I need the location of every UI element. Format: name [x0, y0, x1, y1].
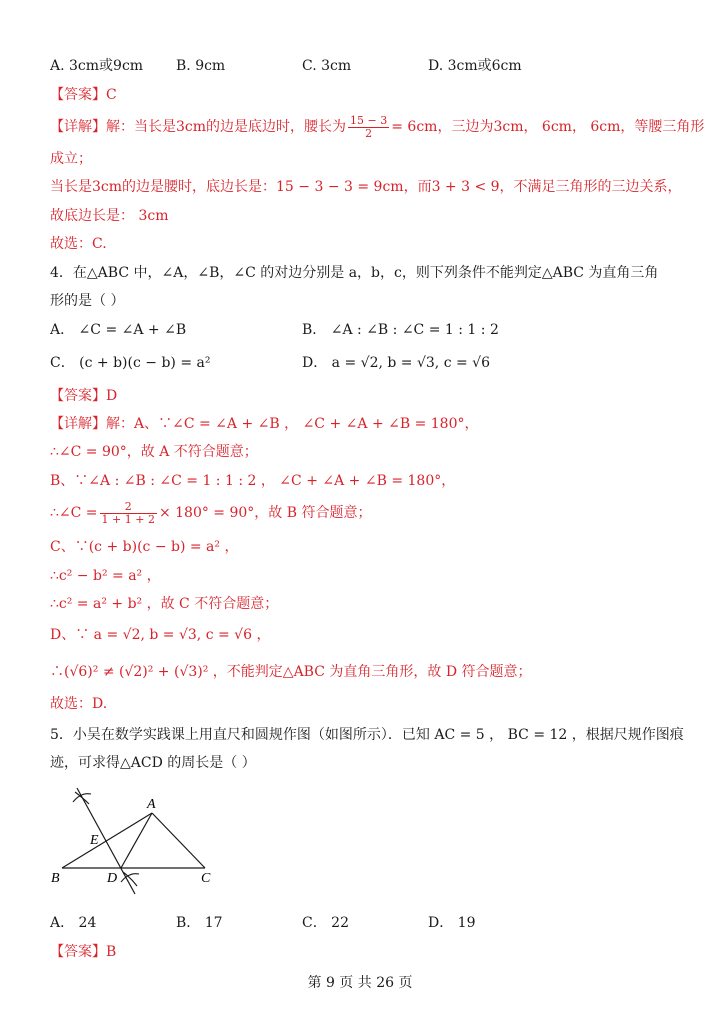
q5-answer: 【答案】B [50, 944, 117, 960]
q4-detail-line-8: D、∵ a = √2, b = √3, c = √6 ， [50, 627, 271, 643]
segment-ac [152, 813, 205, 868]
segment-ab [62, 813, 152, 868]
q4-fraction-denominator: 1 + 1 + 2 [101, 512, 155, 526]
q4-fraction-numerator: 2 [100, 501, 157, 514]
label-a: A [147, 797, 156, 812]
q5-stem-line-2: 迹，可求得△ACD 的周长是（ ） [50, 755, 256, 771]
label-b: B [51, 871, 60, 886]
q3-detail-text-a: 【详解】解：当长是3cm的边是底边时，腰长为 [50, 119, 347, 135]
label-e: E [90, 833, 99, 848]
q3-detail-line-3: 当长是3cm的边是腰时，底边长是：15 − 3 − 3 = 9cm，而3 + 3 < 9，不满足三角形的三边关系， [50, 179, 682, 195]
q3-detail-line-4: 故底边长是： 3cm [50, 208, 169, 224]
q4-answer: 【答案】D [50, 388, 118, 404]
q4-detail-line-9: ∴(√6)² ≠ (√2)² + (√3)² ，不能判定△ABC 为直角三角形，故 D 符合题意； [50, 664, 532, 680]
q4-option-a: A． ∠C = ∠A + ∠B [50, 322, 187, 338]
q5-option-d: D． 19 [428, 915, 476, 931]
q4-detail-line-2: ∴∠C = 90°，故 A 不符合题意； [50, 444, 258, 460]
q5-figure [45, 782, 225, 902]
q3-option-c: C. 3cm [302, 58, 352, 74]
q4-stem-line-1: 4．在△ABC 中，∠A，∠B，∠C 的对边分别是 a，b，c，则下列条件不能判定△ABC 为直角三角 [50, 265, 659, 281]
q4-detail-line-5: C、∵(c + b)(c − b) = a² ， [50, 539, 239, 555]
q3-answer: 【答案】C [50, 87, 117, 103]
q4-fraction [100, 501, 157, 526]
q5-option-b: B． 17 [176, 915, 223, 931]
q4-choice: 故选：D. [50, 696, 108, 712]
q4-detail-line-4 [50, 498, 372, 528]
q4-option-b: B． ∠A : ∠B : ∠C = 1 : 1 : 2 [302, 322, 499, 338]
q4-option-d: D． a = √2, b = √3, c = √6 [302, 355, 491, 371]
q4-stem-line-2: 形的是（ ） [50, 293, 125, 309]
q3-detail-line-2: 成立； [50, 151, 92, 167]
q4-detail-line-6: ∴c² − b² = a² ， [50, 568, 161, 584]
page-footer: 第 9 页 共 26 页 [307, 975, 413, 991]
q3-detail-text-b: = 6cm，三边为3cm， 6cm， 6cm，等腰三角形 [391, 119, 705, 135]
q4-detail-text-b: × 180° = 90°，故 B 符合题意； [158, 505, 372, 521]
label-c: C [201, 871, 211, 886]
q3-fraction [348, 115, 389, 140]
q3-option-d: D. 3cm或6cm [428, 58, 522, 74]
q3-choice: 故选：C. [50, 236, 107, 252]
q5-option-c: C． 22 [302, 915, 349, 931]
q3-fraction-denominator: 2 [365, 126, 373, 140]
segment-ad [121, 813, 152, 868]
q3-option-b: B. 9cm [176, 58, 226, 74]
q4-detail-line-7: ∴c² = a² + b² ，故 C 不符合题意； [50, 596, 279, 612]
q4-detail-line-3: B、∵∠A : ∠B : ∠C = 1 : 1 : 2 ， ∠C + ∠A + ∠B = 180°， [50, 473, 456, 489]
q5-stem-line-1: 5．小吴在数学实践课上用直尺和圆规作图（如图所示）．已知 AC = 5 ， BC = 12 ，根据尺规作图痕 [50, 727, 684, 743]
q4-detail-line-1: 【详解】解：A、∵∠C = ∠A + ∠B ， ∠C + ∠A + ∠B = 180°， [50, 416, 479, 432]
q3-detail-line-1 [50, 112, 704, 142]
perpendicular-bisector [77, 788, 135, 894]
q5-option-a: A． 24 [50, 915, 97, 931]
q3-option-a: A. 3cm或9cm [50, 58, 144, 74]
label-d: D [107, 871, 118, 886]
q4-option-c: C． (c + b)(c − b) = a² [50, 355, 211, 371]
q3-fraction-numerator: 15 − 3 [350, 113, 388, 127]
q4-detail-text-a: ∴∠C = [50, 505, 98, 521]
